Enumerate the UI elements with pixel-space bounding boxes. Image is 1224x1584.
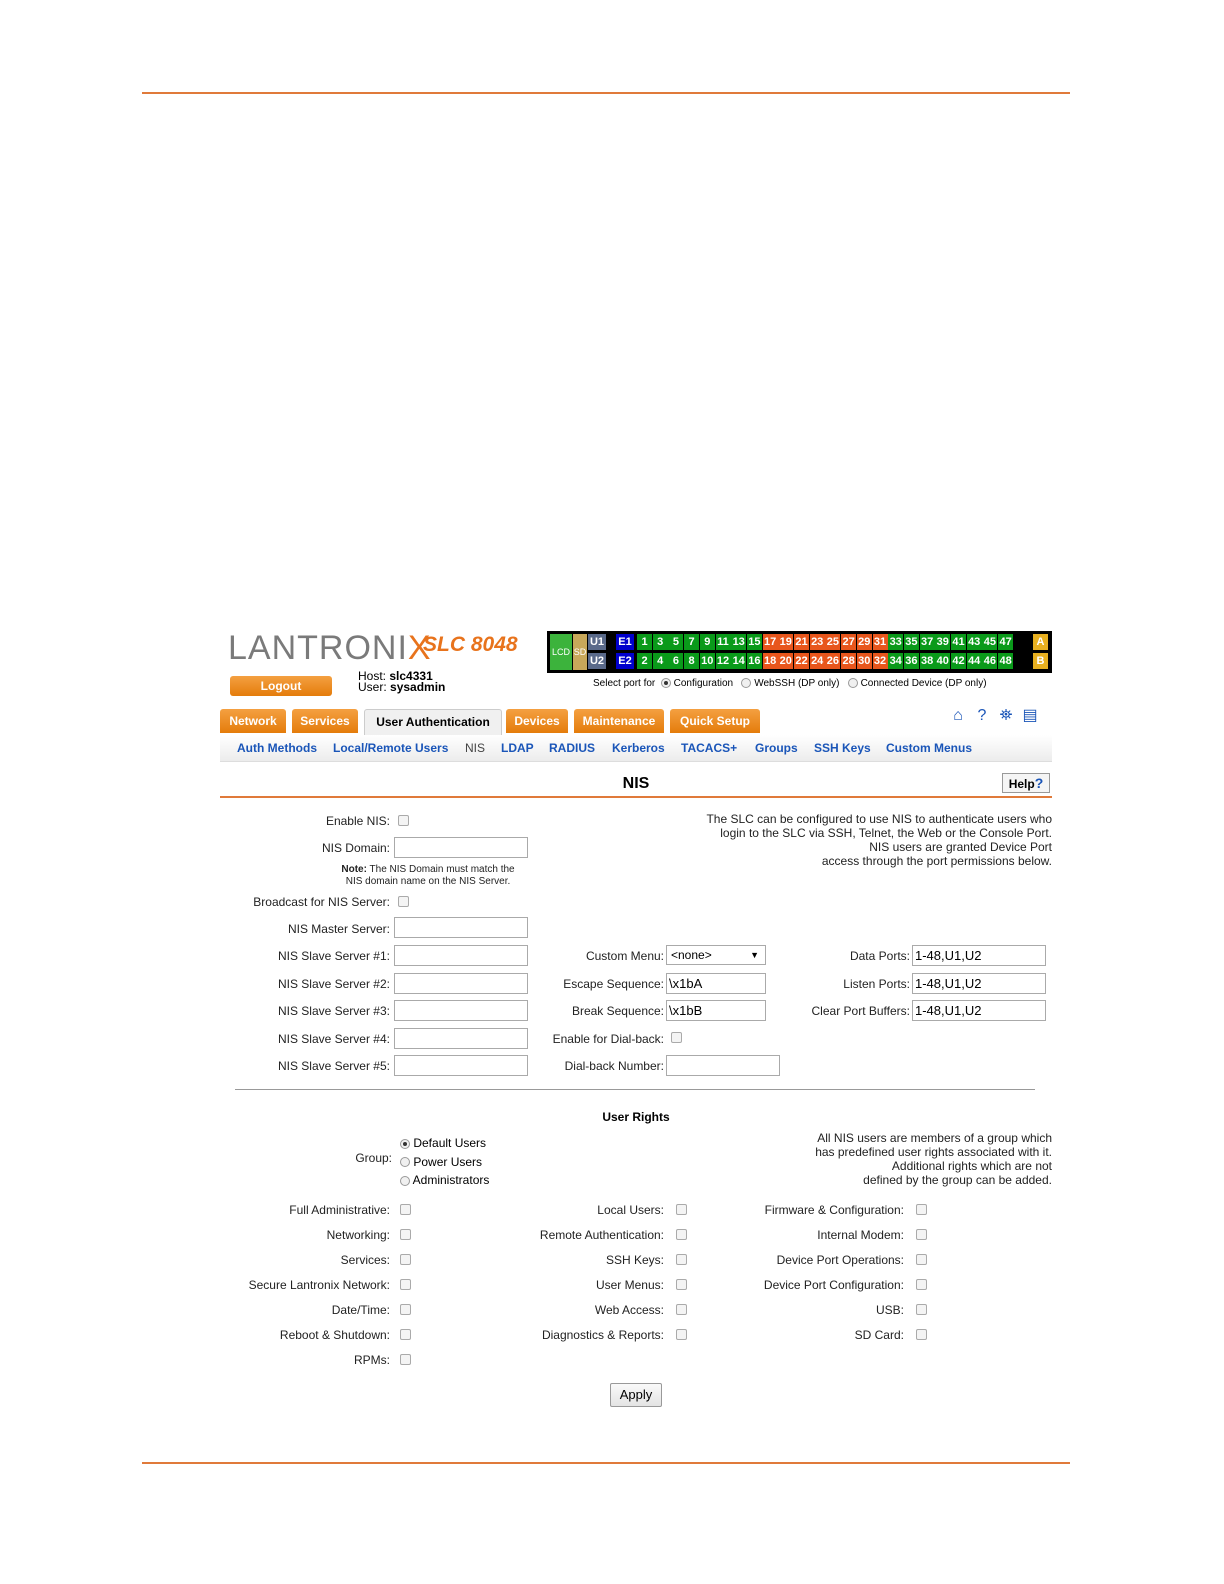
port-4[interactable]: 4 bbox=[653, 653, 668, 669]
lcd-status[interactable]: LCD bbox=[550, 634, 572, 670]
clear-buffers-input[interactable]: 1-48,U1,U2 bbox=[912, 1000, 1046, 1021]
slave4-label: NIS Slave Server #4: bbox=[277, 1032, 390, 1046]
user-rights-title: User Rights bbox=[602, 1110, 670, 1124]
title-divider bbox=[220, 796, 1052, 798]
port-36[interactable]: 36 bbox=[905, 655, 918, 667]
group-default-users[interactable]: Default Users bbox=[400, 1134, 489, 1153]
right-checkbox-rpms[interactable] bbox=[400, 1354, 411, 1365]
port-30[interactable]: 30 bbox=[858, 655, 871, 667]
port-15[interactable]: 15 bbox=[748, 636, 761, 648]
enable-nis-label: Enable NIS: bbox=[325, 814, 390, 828]
subnav-ldap[interactable]: LDAP bbox=[501, 741, 534, 755]
right-checkbox-full-administrative[interactable] bbox=[400, 1204, 411, 1215]
right-checkbox-diagnostics-reports[interactable] bbox=[676, 1329, 687, 1340]
port-48[interactable]: 48 bbox=[999, 655, 1012, 667]
right-checkbox-reboot-shutdown[interactable] bbox=[400, 1329, 411, 1340]
port-8[interactable]: 8 bbox=[684, 653, 699, 669]
dialback-number-label: Dial-back Number: bbox=[564, 1059, 664, 1073]
right-checkbox-date-time[interactable] bbox=[400, 1304, 411, 1315]
right-checkbox-secure-lantronix-network[interactable] bbox=[400, 1279, 411, 1290]
right-label-internal-modem: Internal Modem: bbox=[817, 1228, 904, 1242]
slave2-label: NIS Slave Server #2: bbox=[277, 977, 390, 991]
lantronix-logo: LANTRONIX bbox=[228, 629, 432, 667]
port-11[interactable]: 11 bbox=[717, 636, 729, 648]
port-e2[interactable]: E2 bbox=[616, 653, 634, 669]
port-33[interactable]: 33 bbox=[889, 636, 902, 648]
port-32[interactable]: 32 bbox=[873, 655, 887, 667]
subnav-kerberos[interactable]: Kerberos bbox=[612, 741, 665, 755]
right-label-services: Services: bbox=[340, 1253, 390, 1267]
port-16[interactable]: 16 bbox=[748, 655, 761, 667]
port-40[interactable]: 40 bbox=[936, 655, 949, 667]
port-6[interactable]: 6 bbox=[668, 653, 683, 669]
right-label-date-time: Date/Time: bbox=[331, 1303, 390, 1317]
port-10[interactable]: 10 bbox=[701, 655, 714, 667]
port-status-panel bbox=[547, 631, 1052, 673]
logout-button[interactable]: Logout bbox=[230, 676, 332, 696]
chevron-down-icon: ▼ bbox=[750, 950, 759, 960]
port-19[interactable]: 19 bbox=[779, 636, 792, 648]
nis-info-text: The SLC can be configured to use NIS to authenticate users who login to the SLC via SSH, Telnet, the Web or the Console Port. NIS users are granted Device Port access through the port permissions below. bbox=[706, 812, 1052, 868]
apply-button[interactable]: Apply bbox=[610, 1383, 662, 1407]
right-label-device-port-operations: Device Port Operations: bbox=[776, 1253, 904, 1267]
port-7[interactable]: 7 bbox=[684, 634, 699, 650]
subnav-radius[interactable]: RADIUS bbox=[549, 741, 596, 755]
right-label-secure-lantronix-network: Secure Lantronix Network: bbox=[248, 1278, 390, 1292]
group-label: Group: bbox=[355, 1151, 392, 1165]
right-checkbox-remote-authentication[interactable] bbox=[676, 1229, 687, 1240]
slave2-input[interactable] bbox=[394, 973, 528, 994]
tab-maintenance[interactable]: Maintenance bbox=[574, 709, 664, 733]
port-u2[interactable]: U2 bbox=[589, 655, 605, 667]
port-17[interactable]: 17 bbox=[763, 636, 777, 648]
tab-devices[interactable]: Devices bbox=[506, 709, 568, 733]
port-47[interactable]: 47 bbox=[999, 636, 1012, 648]
slave1-label: NIS Slave Server #1: bbox=[277, 949, 390, 963]
port-26[interactable]: 26 bbox=[826, 655, 840, 667]
section-divider bbox=[235, 1089, 1035, 1090]
top-page-rule bbox=[142, 92, 1070, 94]
port-21[interactable]: 21 bbox=[795, 636, 808, 648]
right-checkbox-networking[interactable] bbox=[400, 1229, 411, 1240]
home-icon[interactable]: ⌂ bbox=[953, 707, 963, 724]
help-button[interactable]: Help? bbox=[1002, 773, 1050, 793]
slave5-label: NIS Slave Server #5: bbox=[277, 1059, 390, 1073]
port-44[interactable]: 44 bbox=[968, 655, 981, 667]
radio-connected-device[interactable] bbox=[848, 678, 858, 688]
right-label-web-access: Web Access: bbox=[594, 1303, 664, 1317]
subnav-ssh-keys[interactable]: SSH Keys bbox=[814, 741, 871, 755]
port-18[interactable]: 18 bbox=[763, 655, 777, 667]
right-label-device-port-configuration: Device Port Configuration: bbox=[763, 1278, 904, 1292]
right-label-networking: Networking: bbox=[326, 1228, 390, 1242]
right-label-firmware-configuration: Firmware & Configuration: bbox=[764, 1203, 904, 1217]
port-1[interactable]: 1 bbox=[637, 634, 652, 650]
slave4-input[interactable] bbox=[394, 1028, 528, 1049]
port-37[interactable]: 37 bbox=[920, 636, 934, 648]
port-38[interactable]: 38 bbox=[920, 655, 934, 667]
dialback-number-input[interactable] bbox=[666, 1055, 780, 1076]
right-checkbox-sd-card[interactable] bbox=[916, 1329, 927, 1340]
port-41[interactable]: 41 bbox=[952, 636, 965, 648]
host-user-info: Host: slc4331 User: sysadmin bbox=[358, 669, 446, 694]
custom-menu-label: Custom Menu: bbox=[585, 949, 664, 963]
data-ports-label: Data Ports: bbox=[849, 949, 910, 963]
broadcast-label: Broadcast for NIS Server: bbox=[253, 895, 390, 909]
slave1-input[interactable] bbox=[394, 945, 528, 966]
clear-buffers-label: Clear Port Buffers: bbox=[811, 1004, 910, 1018]
group-power-users[interactable]: Power Users bbox=[400, 1153, 489, 1172]
port-22[interactable]: 22 bbox=[795, 655, 808, 667]
port-13[interactable]: 13 bbox=[732, 636, 745, 648]
tab-quick-setup[interactable]: Quick Setup bbox=[670, 709, 760, 733]
port-a[interactable]: A bbox=[1033, 634, 1048, 650]
right-label-reboot-shutdown: Reboot & Shutdown: bbox=[279, 1328, 390, 1342]
sitemap-icon[interactable]: ⛯ bbox=[999, 707, 1013, 724]
radio-webssh[interactable] bbox=[741, 678, 751, 688]
port-42[interactable]: 42 bbox=[952, 655, 965, 667]
broadcast-checkbox[interactable] bbox=[398, 896, 409, 907]
bottom-page-rule bbox=[142, 1462, 1070, 1464]
port-24[interactable]: 24 bbox=[811, 655, 824, 667]
escape-sequence-label: Escape Sequence: bbox=[563, 977, 664, 991]
log-icon[interactable]: ▤ bbox=[1022, 707, 1038, 724]
tab-network[interactable]: Network bbox=[220, 709, 286, 733]
right-label-usb: USB: bbox=[875, 1303, 904, 1317]
select-port-row: Select port for Configuration WebSSH (DP only) Connected Device (DP only) bbox=[593, 678, 987, 689]
port-3[interactable]: 3 bbox=[653, 634, 668, 650]
right-label-rpms: RPMs: bbox=[354, 1353, 390, 1367]
radio-default-users[interactable] bbox=[400, 1139, 410, 1149]
subnav-custom-menus[interactable]: Custom Menus bbox=[886, 741, 973, 755]
tab-services[interactable]: Services bbox=[292, 709, 358, 733]
right-label-local-users: Local Users: bbox=[597, 1203, 664, 1217]
subnav-auth-methods[interactable]: Auth Methods bbox=[237, 741, 317, 755]
port-39[interactable]: 39 bbox=[936, 636, 949, 648]
nis-domain-input[interactable] bbox=[394, 837, 528, 858]
group-radio-list bbox=[400, 1134, 489, 1190]
group-administrators[interactable]: Administrators bbox=[400, 1171, 489, 1190]
nis-domain-note: Note: The NIS Domain must match the NIS domain name on the NIS Server. bbox=[341, 864, 515, 887]
subnav-nis[interactable]: NIS bbox=[465, 741, 486, 755]
port-9[interactable]: 9 bbox=[700, 634, 715, 650]
right-label-full-administrative: Full Administrative: bbox=[289, 1203, 390, 1217]
slave3-label: NIS Slave Server #3: bbox=[277, 1004, 390, 1018]
subnav-groups[interactable]: Groups bbox=[755, 741, 798, 755]
right-checkbox-ssh-keys[interactable] bbox=[676, 1254, 687, 1265]
help-icon[interactable]: ? bbox=[977, 707, 987, 724]
right-checkbox-usb[interactable] bbox=[916, 1304, 927, 1315]
data-ports-input[interactable]: 1-48,U1,U2 bbox=[912, 945, 1046, 966]
port-46[interactable]: 46 bbox=[983, 655, 997, 667]
slave3-input[interactable] bbox=[394, 1000, 528, 1021]
right-label-diagnostics-reports: Diagnostics & Reports: bbox=[541, 1328, 664, 1342]
right-label-ssh-keys: SSH Keys: bbox=[605, 1253, 664, 1267]
right-checkbox-web-access[interactable] bbox=[676, 1304, 687, 1315]
right-checkbox-device-port-operations[interactable] bbox=[916, 1254, 927, 1265]
right-label-user-menus: User Menus: bbox=[595, 1278, 664, 1292]
master-server-label: NIS Master Server: bbox=[287, 922, 390, 936]
port-2[interactable]: 2 bbox=[637, 653, 652, 669]
listen-ports-label: Listen Ports: bbox=[843, 977, 910, 991]
port-25[interactable]: 25 bbox=[826, 636, 840, 648]
toolbar-icons bbox=[946, 705, 1042, 725]
port-23[interactable]: 23 bbox=[811, 636, 824, 648]
slave5-input[interactable] bbox=[394, 1055, 528, 1076]
model-name: SLC 8048 bbox=[423, 633, 518, 656]
port-e1[interactable]: E1 bbox=[616, 634, 634, 650]
radio-administrators[interactable] bbox=[400, 1176, 410, 1186]
custom-menu-select[interactable]: <none> ▼ bbox=[666, 945, 766, 965]
screenshot-panel bbox=[218, 625, 1058, 1415]
right-checkbox-services[interactable] bbox=[400, 1254, 411, 1265]
port-14[interactable]: 14 bbox=[732, 655, 745, 667]
port-31[interactable]: 31 bbox=[873, 636, 887, 648]
break-sequence-label: Break Sequence: bbox=[571, 1004, 664, 1018]
port-5[interactable]: 5 bbox=[668, 634, 683, 650]
port-29[interactable]: 29 bbox=[858, 636, 871, 648]
dialback-enable-label: Enable for Dial-back: bbox=[552, 1032, 664, 1046]
right-checkbox-user-menus[interactable] bbox=[676, 1279, 687, 1290]
enable-nis-checkbox[interactable] bbox=[398, 815, 409, 826]
right-checkbox-device-port-configuration[interactable] bbox=[916, 1279, 927, 1290]
tab-user-authentication[interactable]: User Authentication bbox=[364, 709, 502, 735]
radio-power-users[interactable] bbox=[400, 1157, 410, 1167]
port-u1[interactable]: U1 bbox=[589, 636, 605, 648]
nis-domain-label: NIS Domain: bbox=[321, 841, 390, 855]
user-rights-info-text: All NIS users are members of a group which has predefined user rights associated with it. Additional rights which are not defined by the group can be added. bbox=[815, 1131, 1052, 1187]
port-27[interactable]: 27 bbox=[842, 636, 855, 648]
port-34[interactable]: 34 bbox=[889, 655, 902, 667]
dialback-enable-checkbox[interactable] bbox=[671, 1032, 682, 1043]
port-45[interactable]: 45 bbox=[983, 636, 997, 648]
port-28[interactable]: 28 bbox=[842, 655, 855, 667]
break-sequence-input[interactable]: \x1bB bbox=[666, 1000, 766, 1021]
right-checkbox-local-users[interactable] bbox=[676, 1204, 687, 1215]
subnav-tacacs[interactable]: TACACS+ bbox=[681, 741, 738, 755]
right-checkbox-internal-modem[interactable] bbox=[916, 1229, 927, 1240]
port-12[interactable]: 12 bbox=[716, 655, 730, 667]
help-question-icon: ? bbox=[1034, 775, 1044, 791]
port-b[interactable]: B bbox=[1033, 653, 1048, 669]
page-title: NIS bbox=[622, 775, 650, 792]
port-43[interactable]: 43 bbox=[968, 636, 981, 648]
port-35[interactable]: 35 bbox=[905, 636, 918, 648]
subnav-local-remote-users[interactable]: Local/Remote Users bbox=[333, 741, 449, 755]
master-server-input[interactable] bbox=[394, 917, 528, 938]
sub-navigation bbox=[220, 735, 1052, 762]
listen-ports-input[interactable]: 1-48,U1,U2 bbox=[912, 973, 1046, 994]
right-label-remote-authentication: Remote Authentication: bbox=[539, 1228, 664, 1242]
radio-configuration[interactable] bbox=[661, 678, 671, 688]
right-label-sd-card: SD Card: bbox=[854, 1328, 904, 1342]
sd-status[interactable]: SD bbox=[573, 634, 587, 670]
port-20[interactable]: 20 bbox=[779, 655, 792, 667]
right-checkbox-firmware-configuration[interactable] bbox=[916, 1204, 927, 1215]
escape-sequence-input[interactable]: \x1bA bbox=[666, 973, 766, 994]
